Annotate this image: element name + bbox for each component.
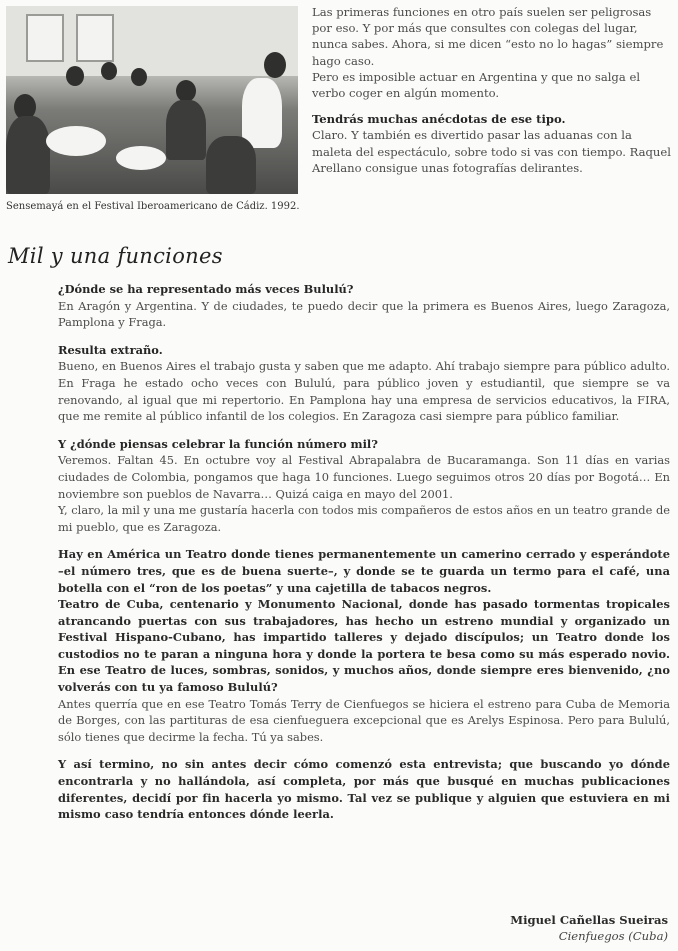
photo-audience-head — [131, 68, 147, 86]
interview-question: Y ¿dónde piensas celebrar la función número mil? — [58, 436, 378, 451]
interview-question: ¿Dónde se ha representado más veces Bululú? — [58, 282, 354, 296]
photo-table — [46, 126, 106, 156]
interview-question: Resulta extraño. — [58, 342, 163, 357]
interview-answer: Y, claro, la mil y una me gustaría hacerla con todos mis compañeros de estos años en un teatro grande de mi pueblo, que es Zaragoza. — [58, 503, 670, 534]
interview-question: Teatro de Cuba, centenario y Monumento Nacional, donde has pasado tormentas tropicales atrancando puertas con sus trabajadores, has hecho un estreno mundial y organizado un Festival Hispano-Cubano, has impartido talleres y dejado discípulos; un Teatro donde los custodios no te paran a ninguna hora y donde la portera te besa como su más esperado novio. En ese Teatro de luces, sombras, sonidos, y muchos años, donde siempre eres bienvenido, ¿no volverás con tu ya famoso Bululú? — [58, 597, 670, 695]
interview-question: Hay en América un Teatro donde tienes permanentemente un camerino cerrado y esperándote –el número tres, que es de buena suerte–, y donde se te guarda un termo para el café, una botella con el “ron de los poetas” y una cajetilla de tabacos negros. — [58, 547, 670, 595]
photo-window — [26, 14, 64, 62]
intro-paragraph: Pero es imposible actuar en Argentina y que no salga el verbo coger en algún momento. — [312, 69, 641, 101]
author-place: Cienfuegos (Cuba) — [558, 929, 668, 943]
photo-audience-body — [6, 116, 50, 194]
closing-paragraph: Y así termino, no sin antes decir cómo comenzó esta entrevista; que buscando yo dónde encontrarla y no hallándola, así completa, por más que busqué en muchas publicaciones diferentes, decidí por fin hacerla yo mismo. Tal vez se publique y alguien que estuviera en mi mismo caso tendría entonces dónde leerla. — [58, 757, 670, 822]
interview-body — [58, 281, 670, 823]
photo-audience-body — [206, 136, 256, 194]
interview-answer: Veremos. Faltan 45. En octubre voy al Festival Abrapalabra de Bucaramanga. Son 11 días en varias ciudades de Colombia, pongamos que haga 10 funciones. Luego seguimos otros 20 días por Bogotá… En noviembre son pueblos de Navarra… Quizá caiga en mayo del 2001. — [58, 453, 670, 501]
photo-window — [76, 14, 114, 62]
photo-audience-head — [176, 80, 196, 102]
section-title: Mil y una funciones — [8, 244, 223, 268]
photo-caption: Sensemayá en el Festival Iberoamericano de Cádiz. 1992. — [6, 201, 300, 212]
intro-answer: Claro. Y también es divertido pasar las aduanas con la maleta del espectáculo, sobre todo si vas con tiempo. Raquel Arellano consigue unas fotografías delirantes. — [312, 128, 671, 175]
photo-performer-body — [242, 78, 282, 148]
photo-audience-head — [101, 62, 117, 80]
photo-audience-body — [166, 100, 206, 160]
interview-answer: Bueno, en Buenos Aires el trabajo gusta y saben que me adapto. Ahí trabajo siempre para público adulto. En Fraga he estado ocho veces con Bululú, para público joven y estudiantil, que siempre se va renovando, al igual que mi repertorio. En Pamplona hay una empresa de servicios educativos, la FIRA, que me remite al público infantil de los colegios. En Zaragoza casi siempre para público familiar. — [58, 359, 670, 424]
intro-question: Tendrás muchas anécdotas de ese tipo. — [312, 112, 566, 127]
interview-answer: En Aragón y Argentina. Y de ciudades, te puedo decir que la primera es Buenos Aires, luego Zaragoza, Pamplona y Fraga. — [58, 298, 670, 330]
intro-paragraph: Las primeras funciones en otro país suelen ser peligrosas por eso. Y por más que consultes con colegas del lugar, nunca sabes. Ahora, si me dicen “esto no lo hagas” siempre hago caso. — [312, 5, 664, 68]
performance-photo — [6, 6, 298, 194]
signature — [510, 912, 668, 944]
author-name: Miguel Cañellas Sueiras — [510, 913, 668, 927]
intro-column — [312, 4, 674, 176]
photo-table — [116, 146, 166, 170]
photo-performer-head — [264, 52, 286, 78]
interview-answer: Antes querría que en ese Teatro Tomás Terry de Cienfuegos se hiciera el estreno para Cuba de Memoria de Borges, con las partituras de esa cienfueguera excepcional que es Arelys Espinosa. Pero para Bululú, sólo tienes que decirme la fecha. Tú ya sabes. — [58, 696, 670, 744]
photo-audience-head — [66, 66, 84, 86]
